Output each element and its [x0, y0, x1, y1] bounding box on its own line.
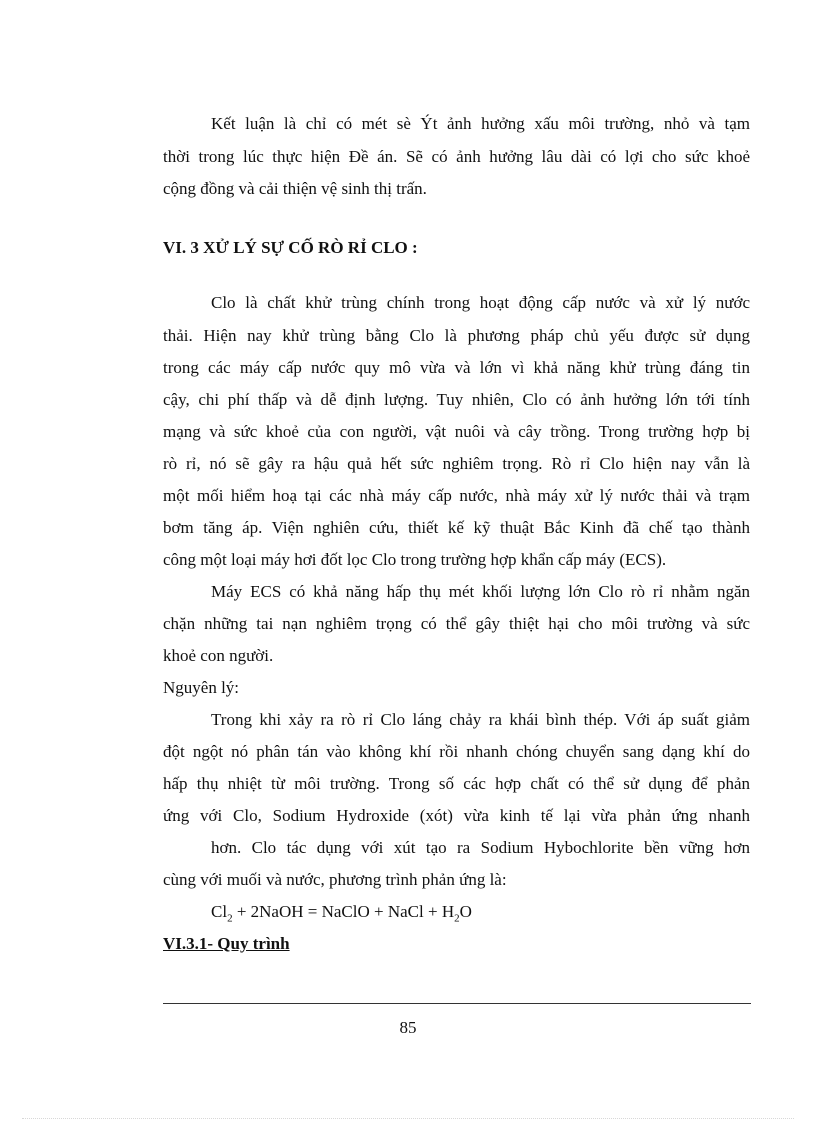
page-number: 85: [399, 1018, 417, 1037]
para3-line-2: đột ngột nó phân tán vào không khí rồi nhanh chóng chuyển sang dạng khí do: [163, 742, 750, 761]
formula-tail: O: [459, 902, 472, 921]
reaction-equation: [211, 901, 472, 929]
para3-line-6: cùng với muối và nước, phương trình phản ứng là:: [163, 870, 507, 889]
para1-line-1: Clo là chất khử trùng chính trong hoạt động cấp nước và xử lý nước: [211, 293, 750, 312]
para1-line-3: trong các máy cấp nước quy mô vừa và lớn vì khả năng khử trùng đáng tin: [163, 358, 750, 377]
page-bottom-edge: [22, 1118, 794, 1119]
para1-line-4: cậy, chi phí thấp và dễ định lượng. Tuy nhiên, Clo có ảnh hưởng lớn tới tính: [163, 390, 750, 409]
para2-line-1: Máy ECS có khả năng hấp thụ mét khối lượng lớn Clo rò rỉ nhằm ngăn: [211, 582, 750, 601]
intro-line-3: cộng đồng và cải thiện vệ sinh thị trấn.: [163, 179, 427, 198]
para3-line-5: hơn. Clo tác dụng với xút tạo ra Sodium Hybochlorite bền vững hơn: [211, 838, 750, 857]
subsection-heading: VI.3.1- Quy trình: [163, 934, 290, 953]
para1-line-8: bơm tăng áp. Viện nghiên cứu, thiết kế kỹ thuật Bắc Kinh đã chế tạo thành: [163, 518, 750, 537]
formula-h-subscript: 2: [454, 912, 460, 925]
para1-line-9: công một loại máy hơi đốt lọc Clo trong trường hợp khẩn cấp máy (ECS).: [163, 550, 667, 569]
para3-line-3: hấp thụ nhiệt từ môi trường. Trong số các hợp chất có thể sử dụng để phản: [163, 774, 750, 793]
formula-cl-subscript: 2: [227, 912, 233, 925]
section-heading: VI. 3 XỬ LÝ SỰ CỐ RÒ RỈ CLO :: [163, 238, 418, 257]
para1-line-6: rò rỉ, nó sẽ gây ra hậu quả hết sức nghiêm trọng. Rò rỉ Clo hiện nay vẫn là: [163, 454, 750, 473]
para1-line-5: mạng và sức khoẻ của con người, vật nuôi và cây trồng. Trong trường hợp bị: [163, 422, 750, 441]
formula-middle: + 2NaOH = NaClO + NaCl + H: [232, 902, 455, 921]
para3-line-4: ứng với Clo, Sodium Hydroxide (xót) vừa kinh tế lại vừa phản ứng nhanh: [163, 806, 750, 825]
intro-line-1: Kết luận là chỉ có mét sè Ýt ảnh hưởng xấu môi trường, nhỏ và tạm: [211, 114, 750, 133]
para3-line-1: Trong khi xảy ra rò rỉ Clo láng chảy ra khái bình thép. Với áp suất giảm: [211, 710, 750, 729]
para1-line-7: một mối hiểm hoạ tại các nhà máy cấp nước, nhà máy xử lý nước thải và trạm: [163, 486, 750, 505]
formula-cl: Cl: [211, 902, 228, 921]
footer-divider: [163, 1003, 751, 1004]
intro-line-2: thời trong lúc thực hiện Đề án. Sẽ có ảnh hưởng lâu dài có lợi cho sức khoẻ: [163, 147, 750, 166]
para2-line-3: khoẻ con người.: [163, 646, 274, 665]
para2-line-2: chặn những tai nạn nghiêm trọng có thể gây thiệt hại cho môi trường và sức: [163, 614, 750, 633]
principle-label: Nguyên lý:: [163, 678, 240, 697]
para1-line-2: thải. Hiện nay khử trùng bằng Clo là phương pháp chủ yếu được sử dụng: [163, 326, 750, 345]
